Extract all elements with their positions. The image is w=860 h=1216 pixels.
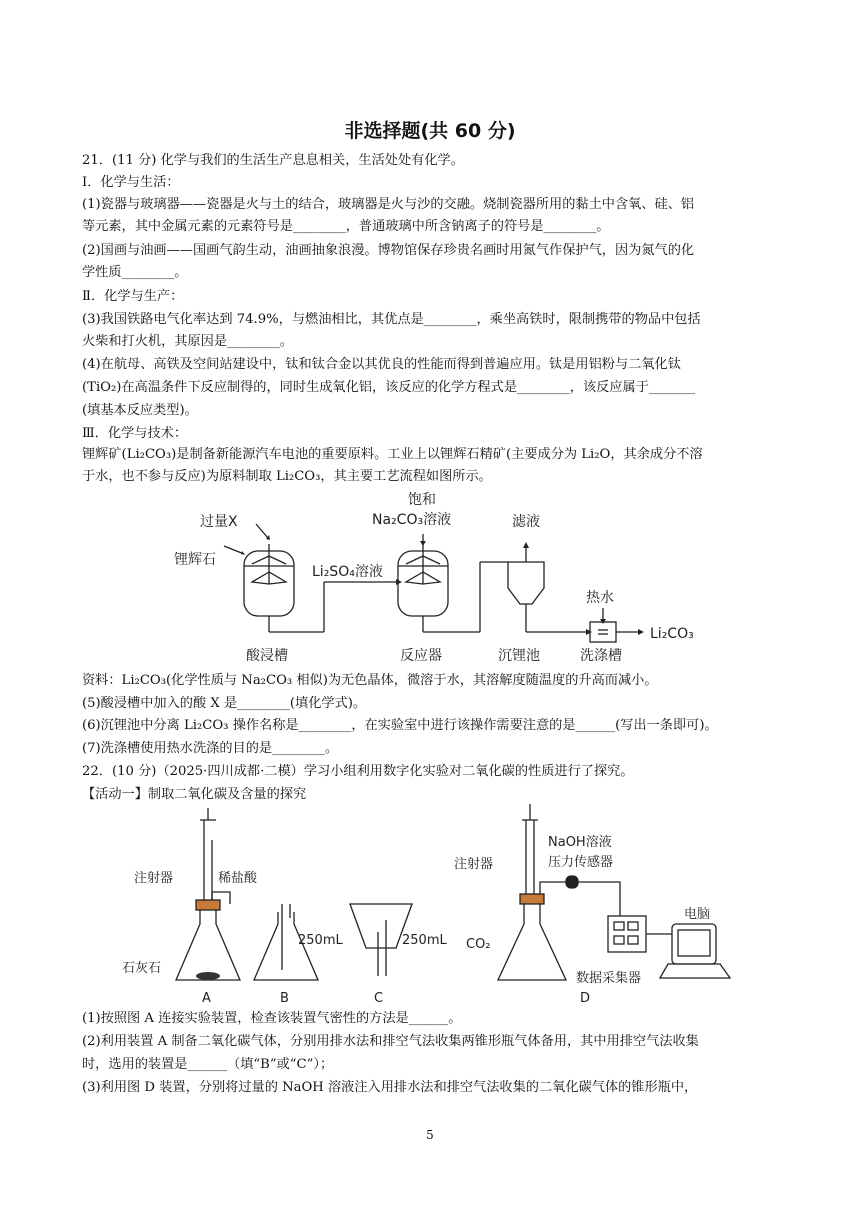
- label-filtrate: 滤液: [512, 514, 540, 530]
- label-product: Li₂CO₃: [650, 626, 694, 642]
- section-title: 非选择题(共 60 分): [344, 120, 516, 142]
- q21-4-line3: (填基本反应类型)。: [82, 403, 198, 418]
- q21-7: (7)洗涤槽使用热水洗涤的目的是________。: [82, 741, 339, 756]
- q22-2-line1: (2)利用装置 A 制备二氧化碳气体，分别用排水法和排空气法收集两锥形瓶气体备用，其中用排空气法收集: [82, 1034, 699, 1049]
- label-tank2: 反应器: [400, 648, 442, 664]
- label-tank4: 洗涤槽: [580, 648, 622, 664]
- q22-1: (1)按照图 A 连接实验装置，检查该装置气密性的方法是______。: [82, 1011, 462, 1026]
- q22-3-line1: (3)利用图 D 装置，分别将过量的 NaOH 溶液注入用排水法和排空气法收集的二氧化碳气体的锥形瓶中，: [82, 1080, 698, 1095]
- q21-part1-heading: I．化学与生活：: [82, 175, 180, 190]
- q21-1-line1: (1)瓷器与玻璃器——瓷器是火与土的结合，玻璃器是火与沙的交融。烧制瓷器所用的黏土中含氧、硅、铝: [82, 197, 695, 212]
- q21-3-line1: (3)我国铁路电气化率达到 74.9%，与燃油相比，其优点是________，乘坐高铁时，限制携带的物品中包括: [82, 312, 701, 327]
- label-hot-water: 热水: [586, 590, 614, 606]
- label-vol-c: 250mL: [402, 933, 447, 948]
- label-co2: CO₂: [466, 937, 491, 952]
- label-b: B: [280, 991, 289, 1006]
- q22-activity1: 【活动一】制取二氧化碳及含量的探究: [82, 787, 307, 802]
- label-li2so4: Li₂SO₄溶液: [312, 564, 383, 580]
- label-pressure-sensor: 压力传感器: [548, 855, 614, 870]
- label-syringe-d: 注射器: [454, 857, 494, 872]
- label-excess-x: 过量X: [200, 514, 238, 530]
- label-naoh: NaOH溶液: [548, 835, 612, 850]
- page-number: 5: [426, 1128, 434, 1142]
- label-tank3: 沉锂池: [498, 648, 540, 664]
- label-na2co3: Na₂CO₃溶液: [372, 512, 452, 528]
- q21-5: (5)酸浸槽中加入的酸 X 是________(填化学式)。: [82, 696, 367, 711]
- q21-part2-heading: Ⅱ．化学与生产：: [82, 289, 184, 304]
- q21-part3-heading: Ⅲ．化学与技术：: [82, 426, 188, 441]
- label-tank1: 酸浸槽: [246, 648, 288, 664]
- apparatus-diagram: [120, 800, 760, 1006]
- q21-2-line1: (2)国画与油画——国画气韵生动，油画抽象浪漫。博物馆保存珍贵名画时用氮气作保护气，因为氮气的化: [82, 243, 695, 258]
- label-acid: 稀盐酸: [218, 871, 258, 886]
- label-d: D: [580, 991, 591, 1006]
- q21-6: (6)沉锂池中分离 Li₂CO₃ 操作名称是________，在实验室中进行该操作需要注意的是______(写出一条即可)。: [82, 718, 718, 733]
- process-flow-diagram: [160, 486, 720, 668]
- label-ore: 锂辉石: [174, 552, 216, 568]
- q21-intro-line2: 于水，也不参与反应)为原料制取 Li₂CO₃，其主要工艺流程如图所示。: [82, 469, 492, 484]
- q21-info: 资料：Li₂CO₃(化学性质与 Na₂CO₃ 相似)为无色晶体，微溶于水，其溶解度随温度的升高而减小。: [82, 673, 658, 688]
- label-saturated: 饱和: [408, 492, 436, 508]
- q21-stem: 21．(11 分) 化学与我们的生活生产息息相关，生活处处有化学。: [82, 153, 464, 168]
- q21-intro-line1: 锂辉矿(Li₂CO₃)是制备新能源汽车电池的重要原料。工业上以锂辉石精矿(主要成分为 Li₂O，其余成分不溶: [82, 447, 703, 462]
- q21-2-line2: 学性质________。: [82, 265, 188, 280]
- q21-1-line2: 等元素，其中金属元素的元素符号是________，普通玻璃中所含钠离子的符号是________。: [82, 219, 610, 234]
- label-computer: 电脑: [684, 907, 711, 922]
- label-syringe-a: 注射器: [134, 871, 174, 886]
- q22-2-line2: 时，选用的装置是______（填“B”或“C”）；: [82, 1057, 334, 1072]
- label-vol-b: 250mL: [298, 933, 343, 948]
- q22-stem: 22．(10 分)（2025·四川成都·二模）学习小组利用数字化实验对二氧化碳的性质进行了探究。: [82, 764, 634, 779]
- label-a: A: [202, 991, 211, 1006]
- label-c: C: [374, 991, 384, 1006]
- q21-4-line2: (TiO₂)在高温条件下反应制得的，同时生成氧化铝，该反应的化学方程式是________，该反应属于_______: [82, 380, 696, 395]
- q21-4-line1: (4)在航母、高铁及空间站建设中，钛和钛合金以其优良的性能而得到普遍应用。钛是用铝粉与二氧化钛: [82, 357, 681, 372]
- label-limestone: 石灰石: [122, 961, 162, 976]
- label-collector: 数据采集器: [576, 971, 642, 986]
- q21-3-line2: 火柴和打火机，其原因是________。: [82, 334, 293, 349]
